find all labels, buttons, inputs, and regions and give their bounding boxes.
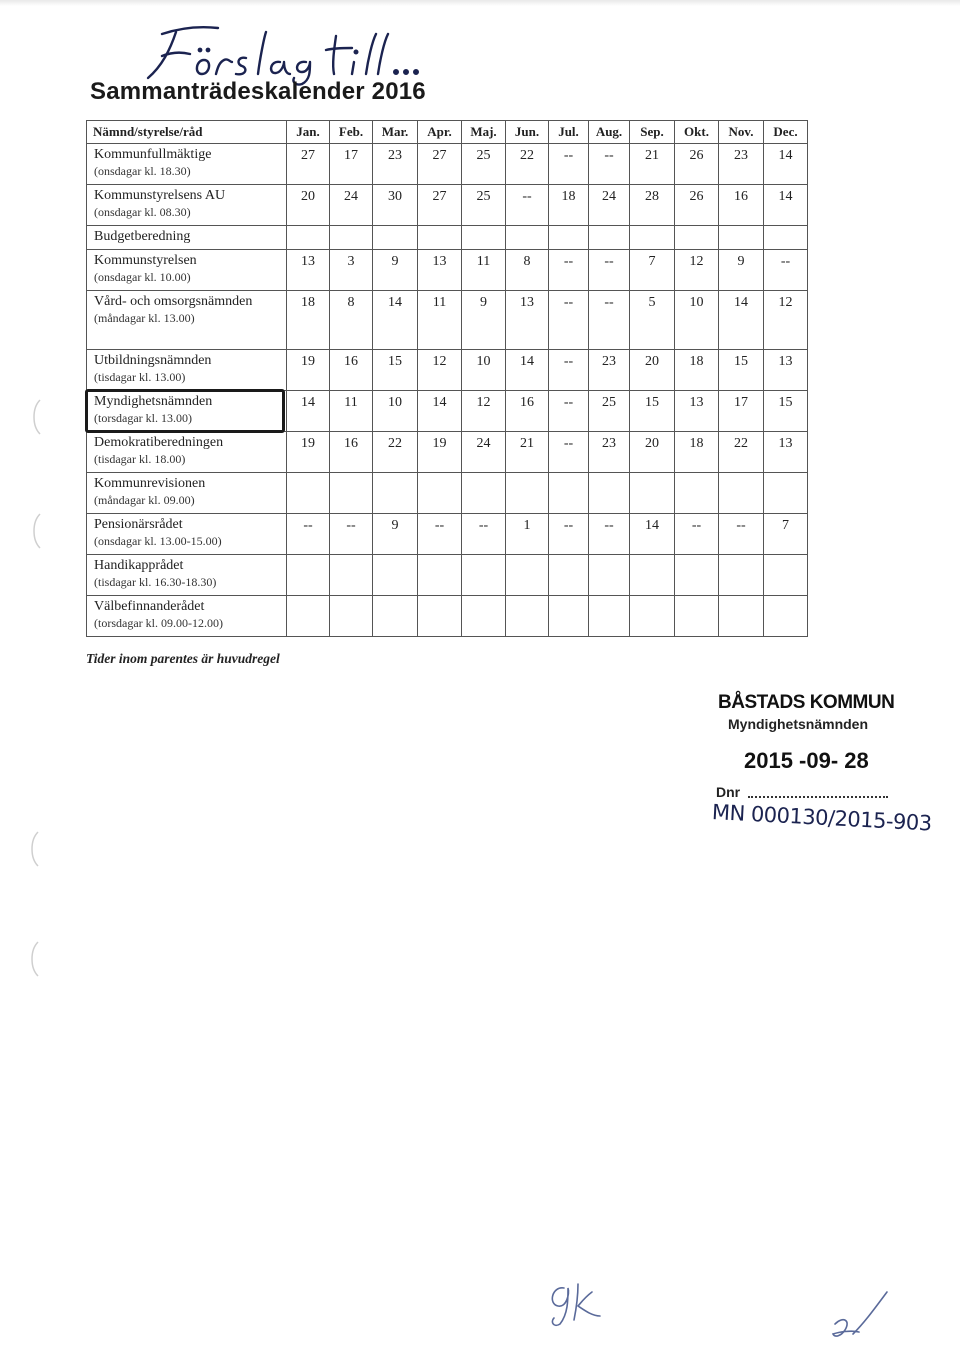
meeting-date-cell [418,473,462,514]
meeting-date-cell: 11 [462,250,506,291]
meeting-date-cell: 21 [630,144,675,185]
table-row [87,291,808,350]
body-name: Utbildningsnämnden [94,353,212,368]
handwritten-initials-1 [540,1270,620,1330]
meeting-time-note: (onsdagar kl. 13.00-15.00) [94,533,222,548]
body-name: Demokratiberedningen [94,435,224,450]
meeting-date-cell [330,596,373,637]
meeting-date-cell: 24 [462,432,506,473]
meeting-date-cell: 11 [330,391,373,432]
meeting-date-cell [506,596,549,637]
body-name: Kommunstyrelsens AU [94,188,226,203]
document-title: Sammanträdeskalender 2016 [90,78,426,105]
meeting-date-cell [506,473,549,514]
column-header-month: Feb. [330,121,373,144]
table-row [87,250,808,291]
meeting-time-note: (onsdagar kl. 18.30) [94,163,191,178]
meeting-date-cell: 17 [330,144,373,185]
body-name-cell [87,250,287,291]
meeting-date-cell [589,473,630,514]
meeting-date-cell [630,555,675,596]
meeting-date-cell [630,596,675,637]
meeting-date-cell: 3 [330,250,373,291]
column-header-month: Nov. [719,121,764,144]
meeting-date-cell [506,226,549,250]
meeting-date-cell: 5 [630,291,675,350]
table-row [87,185,808,226]
body-name-cell [87,432,287,473]
meeting-date-cell [418,596,462,637]
meeting-date-cell: 13 [506,291,549,350]
meeting-date-cell: 19 [287,350,330,391]
meeting-date-cell: -- [549,391,589,432]
meeting-date-cell [462,473,506,514]
meeting-date-cell: 23 [589,432,630,473]
meeting-date-cell: 23 [719,144,764,185]
meeting-date-cell [373,226,418,250]
meeting-date-cell: -- [589,514,630,555]
meeting-date-cell: 13 [675,391,719,432]
table-row [87,514,808,555]
meeting-date-cell: 14 [764,144,808,185]
meeting-date-cell: 14 [287,391,330,432]
meeting-date-cell: 28 [630,185,675,226]
meeting-date-cell: 18 [675,432,719,473]
meeting-time-note: (tisdagar kl. 13.00) [94,369,186,384]
body-name-cell [87,291,287,350]
body-name: Pensionärsrådet [94,517,183,532]
meeting-date-cell: -- [549,144,589,185]
meeting-date-cell: 12 [418,350,462,391]
column-header-month: Dec. [764,121,808,144]
binder-mark [28,398,44,436]
meeting-date-cell [675,473,719,514]
meeting-date-cell: 25 [462,185,506,226]
meeting-date-cell [287,226,330,250]
body-name: Myndighetsnämnden [94,394,213,409]
body-name-cell [87,391,287,432]
body-name: Kommunstyrelsen [94,253,197,268]
column-header-month: Apr. [418,121,462,144]
meeting-date-cell: -- [719,514,764,555]
meeting-date-cell [287,596,330,637]
meeting-date-cell: 30 [373,185,418,226]
body-name-cell [87,555,287,596]
meeting-date-cell [589,555,630,596]
meeting-date-cell: -- [589,291,630,350]
meeting-time-note: (tisdagar kl. 18.00) [94,451,186,466]
column-header-month: Jan. [287,121,330,144]
meeting-date-cell: 18 [549,185,589,226]
meeting-date-cell: 15 [630,391,675,432]
meeting-time-note: (onsdagar kl. 08.30) [94,204,191,219]
meeting-date-cell: 22 [506,144,549,185]
meeting-date-cell [764,226,808,250]
body-name-cell [87,350,287,391]
meeting-date-cell [549,596,589,637]
meeting-date-cell: 27 [418,144,462,185]
body-name-cell [87,514,287,555]
meeting-date-cell: 13 [287,250,330,291]
meeting-date-cell: 16 [506,391,549,432]
meeting-date-cell: -- [330,514,373,555]
meeting-date-cell: 16 [719,185,764,226]
meeting-date-cell: 14 [719,291,764,350]
handwritten-initials-2 [825,1286,895,1342]
column-header-body: Nämnd/styrelse/råd [87,121,287,144]
meeting-date-cell: 18 [675,350,719,391]
meeting-date-cell [764,596,808,637]
meeting-date-cell [549,555,589,596]
meeting-date-cell: -- [589,250,630,291]
meeting-date-cell: 26 [675,185,719,226]
meeting-date-cell: 16 [330,432,373,473]
footnote: Tider inom parentes är huvudregel [86,651,280,666]
meeting-date-cell: 27 [418,185,462,226]
meeting-date-cell: -- [462,514,506,555]
meeting-date-cell [549,473,589,514]
meeting-calendar-table [86,120,808,637]
meeting-date-cell: -- [549,291,589,350]
meeting-time-note: (torsdagar kl. 09.00-12.00) [94,615,223,630]
header-row [87,121,808,144]
meeting-date-cell [418,226,462,250]
meeting-date-cell [675,226,719,250]
table-row [87,473,808,514]
meeting-date-cell: 18 [287,291,330,350]
meeting-date-cell [719,555,764,596]
column-header-month: Maj. [462,121,506,144]
table-row [87,350,808,391]
meeting-date-cell [418,555,462,596]
meeting-date-cell: -- [549,350,589,391]
meeting-date-cell [462,226,506,250]
meeting-date-cell: 19 [287,432,330,473]
meeting-date-cell: 26 [675,144,719,185]
body-name: Budgetberedning [94,229,191,244]
stamp-dnr-label: Dnr [716,784,741,800]
meeting-date-cell [287,473,330,514]
meeting-date-cell: 12 [675,250,719,291]
body-name-cell [87,473,287,514]
meeting-date-cell: 23 [373,144,418,185]
meeting-date-cell: 9 [462,291,506,350]
meeting-date-cell: 19 [418,432,462,473]
meeting-date-cell: 10 [462,350,506,391]
meeting-date-cell: 7 [630,250,675,291]
meeting-date-cell: -- [764,250,808,291]
scan-edge [0,0,960,6]
meeting-date-cell: 22 [719,432,764,473]
meeting-date-cell: 11 [418,291,462,350]
body-name: Välbefinnanderådet [94,599,205,614]
table-row [87,432,808,473]
body-name: Vård- och omsorgsnämnden [94,294,253,309]
meeting-date-cell: 24 [330,185,373,226]
meeting-date-cell: 27 [287,144,330,185]
meeting-date-cell: 14 [373,291,418,350]
meeting-date-cell: 12 [764,291,808,350]
meeting-time-note: (måndagar kl. 13.00) [94,310,195,325]
binder-mark [28,512,44,550]
calendar-body [87,144,808,637]
meeting-date-cell [462,555,506,596]
meeting-date-cell: 17 [719,391,764,432]
meeting-date-cell [675,555,719,596]
column-header-month: Sep. [630,121,675,144]
meeting-date-cell [719,473,764,514]
column-header-month: Okt. [675,121,719,144]
body-name: Kommunrevisionen [94,476,206,491]
meeting-date-cell: -- [506,185,549,226]
meeting-date-cell: -- [549,514,589,555]
meeting-date-cell: 13 [764,432,808,473]
meeting-date-cell: -- [589,144,630,185]
body-name: Kommunfullmäktige [94,147,212,162]
meeting-date-cell: 9 [373,514,418,555]
table-row [87,596,808,637]
meeting-date-cell: 14 [418,391,462,432]
meeting-date-cell: 10 [373,391,418,432]
meeting-date-cell: 21 [506,432,549,473]
body-name-cell [87,226,287,250]
meeting-date-cell [373,473,418,514]
meeting-date-cell [330,555,373,596]
column-header-month: Jun. [506,121,549,144]
meeting-date-cell: 15 [764,391,808,432]
meeting-date-cell: 15 [373,350,418,391]
meeting-date-cell [506,555,549,596]
meeting-date-cell: 1 [506,514,549,555]
body-name-cell [87,596,287,637]
meeting-date-cell: 7 [764,514,808,555]
meeting-date-cell: 20 [630,350,675,391]
meeting-date-cell [330,473,373,514]
meeting-date-cell: 25 [589,391,630,432]
meeting-date-cell: -- [549,250,589,291]
binder-mark [26,940,42,978]
stamp-organization: BÅSTADS KOMMUN [718,692,895,713]
meeting-date-cell [764,473,808,514]
meeting-date-cell: -- [549,432,589,473]
meeting-date-cell: 12 [462,391,506,432]
meeting-date-cell [630,226,675,250]
meeting-date-cell [719,226,764,250]
meeting-date-cell: 9 [373,250,418,291]
body-name: Handikapprådet [94,558,184,573]
meeting-date-cell [549,226,589,250]
meeting-time-note: (onsdagar kl. 10.00) [94,269,191,284]
meeting-date-cell: 13 [764,350,808,391]
registration-stamp [700,688,940,848]
meeting-time-note: (måndagar kl. 09.00) [94,492,195,507]
meeting-date-cell: 22 [373,432,418,473]
meeting-time-note: (torsdagar kl. 13.00) [94,410,192,425]
stamp-department: Myndighetsnämnden [728,716,869,732]
meeting-date-cell [764,555,808,596]
meeting-date-cell: 25 [462,144,506,185]
body-name-cell [87,144,287,185]
handwritten-heading [140,18,440,86]
table-row [87,144,808,185]
column-header-month: Jul. [549,121,589,144]
table-row [87,391,808,432]
meeting-date-cell: 9 [719,250,764,291]
meeting-date-cell: -- [418,514,462,555]
meeting-date-cell [373,596,418,637]
meeting-date-cell [589,596,630,637]
dnr-handwritten-number: MN 000130/2015-903 [711,800,933,836]
meeting-date-cell [719,596,764,637]
column-header-month: Mar. [373,121,418,144]
meeting-date-cell: 15 [719,350,764,391]
table-row [87,226,808,250]
meeting-date-cell: 8 [330,291,373,350]
meeting-date-cell [675,596,719,637]
meeting-date-cell: 8 [506,250,549,291]
meeting-date-cell [330,226,373,250]
meeting-date-cell: 10 [675,291,719,350]
meeting-date-cell: 20 [630,432,675,473]
meeting-date-cell [373,555,418,596]
meeting-time-note: (tisdagar kl. 16.30-18.30) [94,574,217,589]
meeting-date-cell: -- [675,514,719,555]
meeting-date-cell: 24 [589,185,630,226]
column-header-month: Aug. [589,121,630,144]
body-name-cell [87,185,287,226]
meeting-date-cell [287,555,330,596]
meeting-date-cell [589,226,630,250]
table-row [87,555,808,596]
meeting-date-cell: -- [287,514,330,555]
meeting-date-cell: 13 [418,250,462,291]
stamp-date: 2015 -09- 28 [744,748,869,773]
meeting-date-cell [462,596,506,637]
stamp-dnr-line [748,796,888,798]
meeting-date-cell: 14 [630,514,675,555]
binder-mark [26,830,42,868]
meeting-date-cell [630,473,675,514]
meeting-date-cell: 20 [287,185,330,226]
meeting-date-cell: 16 [330,350,373,391]
meeting-date-cell: 23 [589,350,630,391]
meeting-date-cell: 14 [506,350,549,391]
meeting-date-cell: 14 [764,185,808,226]
